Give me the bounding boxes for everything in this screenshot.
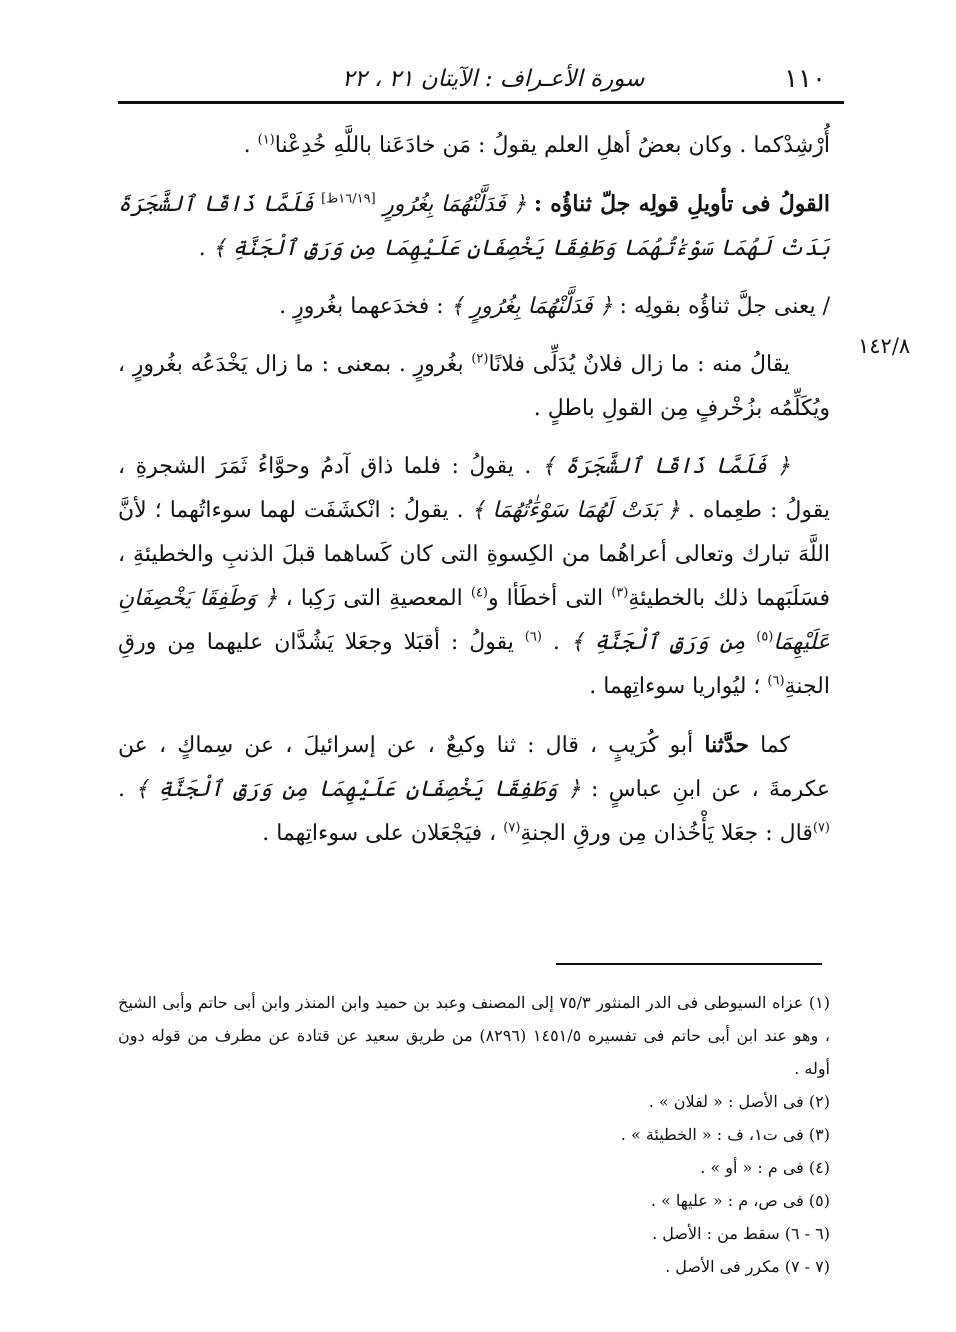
p6-text3: . (118, 777, 136, 802)
footnote-4: (٤) فى م : « أو » . (700, 1158, 830, 1177)
header-rule (118, 101, 844, 104)
paragraph-4 (118, 343, 830, 431)
running-head (118, 52, 844, 96)
footnotes (118, 986, 830, 1283)
p5-text5: . (541, 630, 571, 655)
footnote-6: (٦ - ٦) سقط من : الأصل . (652, 1224, 830, 1243)
p3-text: / يعنى جلَّ ثناؤُه بقولِه : (612, 294, 830, 319)
p5-text3: التى أخطَأا و (487, 586, 612, 611)
p3-end: : فخدَعهما بغُرورٍ . (279, 294, 451, 319)
p2-end: . (198, 236, 213, 261)
quran-verse-cont: فَلَمَّا ذَاقَا ٱلشَّجَرَةَ بَدَتْ لَهُمَا سَوْءَٰتُهُمَا وَطَفِقَا يَخْصِفَانِ عَلَيْهِمَا مِن وَرَقِ ٱلْجَنَّةِ ﴾ (118, 192, 830, 261)
quran-verse: ﴿ فَدَلَّنْهُمَا بِغُرُورٍ (375, 192, 534, 217)
footnote-ref-4: (٤) (470, 585, 488, 601)
footnote-ref-5: (٥) (756, 629, 774, 645)
p6-quran: ﴿ وَطَفِقَا يَخْصِفَانِ عَلَيْهِمَا مِن وَرَقِ ٱلْجَنَّةِ ﴾ (135, 777, 581, 802)
footnote-3: (٣) فى ت١، ف : « الخطيئة » . (620, 1125, 830, 1144)
margin-reference: ١٤٢/٨ (858, 334, 911, 358)
p5-text1: . يقولُ : فلما ذاق آدمُ وحوَّاءُ ثَمَرَ الشجرةِ ، يقولُ : طعِماه . (118, 454, 830, 523)
footnote-ref-6b: (٦) (767, 673, 785, 689)
p5-text4: المعصيةِ التى رَكِبا ، (277, 586, 471, 611)
p5-quran2: ﴿ بَدَتْ لَهُمَا سَوْءَٰتُهُمَا ﴾ (471, 498, 680, 523)
footnote-ref-2: (٢) (471, 351, 489, 367)
p1-text: أُرْشِدْكما . وكان بعضُ أهلِ العلم يقولُ : مَن خادَعَنا باللَّهِ خُدِعْنا (274, 133, 830, 158)
footnote-2: (٢) فى الأصل : « لفلان » . (648, 1092, 830, 1111)
footnote-rule (556, 963, 822, 965)
p1-end: . (243, 133, 258, 158)
p6-text4: قال : جعَلا يَأْخُذان مِن ورقِ الجنةِ (520, 821, 813, 846)
footnote-ref-3: (٣) (611, 585, 629, 601)
footnote-7: (٧ - ٧) مكرر فى الأصل . (665, 1257, 830, 1276)
paragraph-5 (118, 445, 830, 709)
p6-bold: حدَّثنا (704, 732, 749, 758)
footnote-ref-1: (١) (257, 132, 275, 148)
paragraph-6 (118, 723, 830, 856)
paragraph-3 (118, 285, 830, 329)
p4-text2: بغُرورٍ . بمعنى : ما زال يَخْدَعُه بغُرورٍ ، ويُكَلِّمُه بزُخْرفٍ مِن القولِ باطلٍ . (118, 352, 830, 421)
footnote-5: (٥) فى ص، م : « عليها » . (650, 1191, 830, 1210)
paragraph-1 (118, 124, 830, 168)
p6-text1: كما (748, 733, 790, 758)
p5-text6: يقولُ : أقبَلا وجعَلا يَشُدَّان عليهما مِن ورقِ الجنةِ (118, 630, 830, 699)
p6-text2: أبو كُرَيبٍ ، قال : ثنا وكيعٌ ، عن إسرائيلَ ، عن سِماكٍ ، عن عكرمةَ ، عن ابنِ عباسٍ : (118, 733, 830, 802)
footnote-ref-7a: (٧) (812, 820, 830, 836)
footnote-ref-6a: (٦) (524, 629, 542, 645)
p5-quran3: ﴿ وَطَفِقَا يَخْصِفَانِ عَلَيْهِمَا (118, 586, 830, 655)
footnote-ref-7b: (٧) (503, 820, 521, 836)
paragraph-2 (118, 182, 830, 271)
p3-quran: ﴿ فَدَلَّنْهُمَا بِغُرُورٍ ﴾ (450, 294, 613, 319)
main-text (118, 124, 830, 870)
p5-quran1: ﴿ فَلَمَّا ذَاقَا ٱلشَّجَرَةَ ﴾ (541, 454, 790, 479)
p6-text5: ، فيَجْعَلان على سوءاتِهما . (262, 821, 504, 846)
p5-text7: ؛ ليُواريا سوءاتِهما . (589, 674, 768, 699)
surah-title: سورة الأعـراف : الآيتان ٢١ ، ٢٢ (342, 66, 645, 92)
section-heading: القولُ فى تأويلِ قولِه جلّ ثناؤُه : (533, 191, 831, 217)
p4-text1: يقالُ منه : ما زال فلانٌ يُدَلِّى فلانًا (488, 352, 790, 377)
p5-text2: . يقولُ : انْكشَفَت لهما سوءاتُهما ؛ لأنَّ اللَّهَ تبارك وتعالى أعراهُما من الكِسوةِ التى كان كَساهما قبلَ الذنبِ والخطيئةِ ، فسَلَبَهما ذلك بالخطيئةِ (118, 498, 830, 611)
footnote-1: (١) عزاه السيوطى فى الدر المنثور ٧٥/٣ إلى المصنف وعبد بن حميد وابن المنذر وابن أبى حاتم وأبى الشيخ ، وهو عند ابن أبى حاتم فى تفسيره ١٤٥١/٥ (٨٢٩٦) من طريق سعيد عن قتادة عن مطرف من قوله دون أوله . (118, 993, 831, 1078)
p5-quran4: مِن وَرَقِ ٱلْجَنَّةِ ﴾ (570, 630, 757, 655)
manuscript-marker: [١٦/١٩ظ] (321, 191, 376, 207)
page-number: ١١٠ (784, 64, 826, 94)
